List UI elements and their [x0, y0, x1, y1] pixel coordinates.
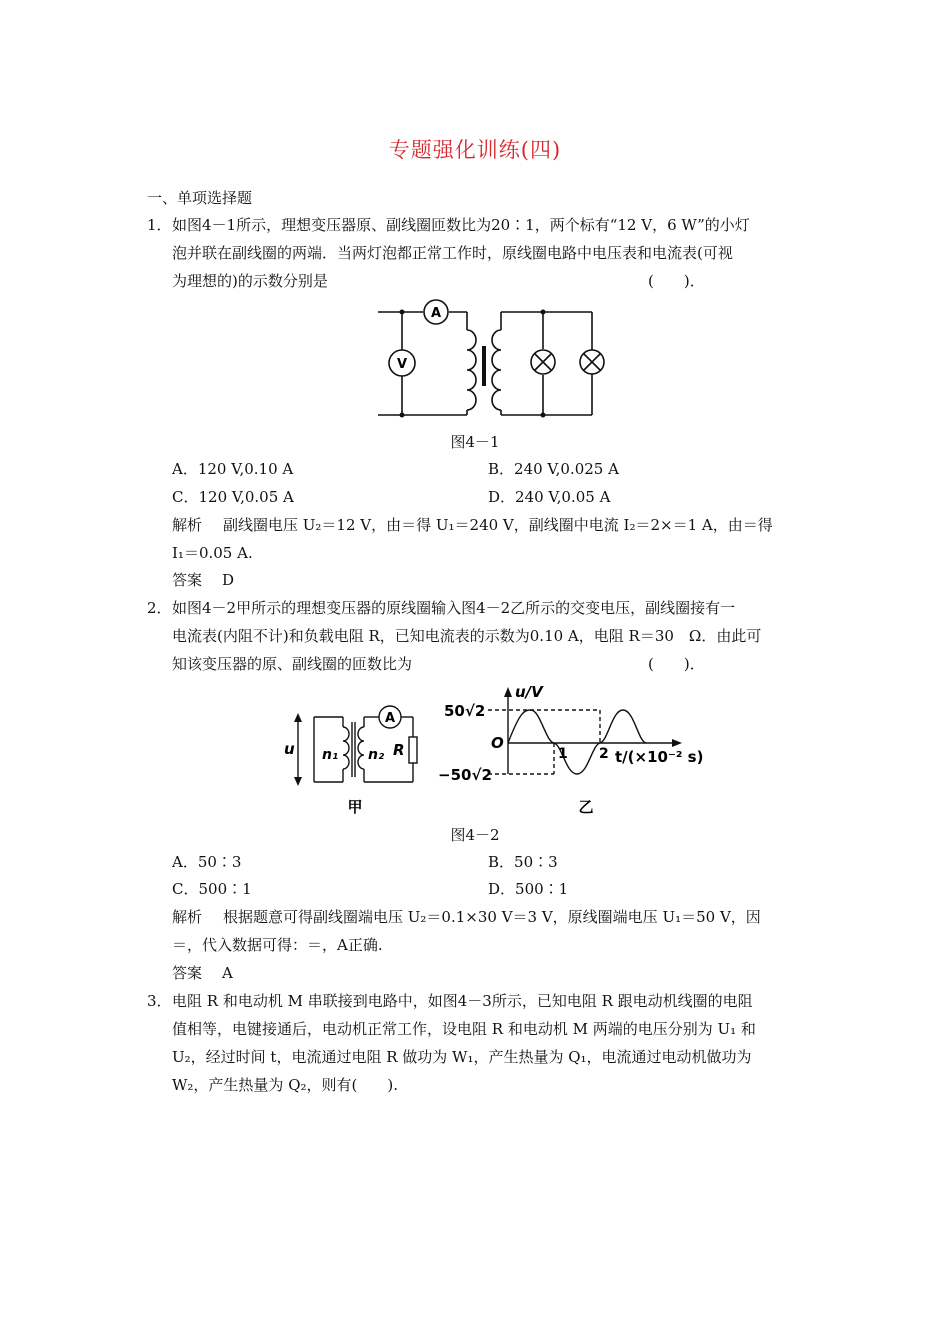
fig2-n2-label: n₂: [368, 747, 385, 763]
q3-stem-line1: 电阻 R 和电动机 M 串联接到电路中，如图4－3所示，已知电阻 R 跟电动机线圈的电阻: [172, 992, 753, 1010]
fig2-left-label: 甲: [347, 798, 363, 816]
section-heading: 一、单项选择题: [147, 189, 253, 207]
voltmeter-label: V: [396, 357, 408, 372]
q1-option-b[interactable]: B．240 V,0.025 A: [488, 460, 619, 478]
q2-analysis-label: 解析: [172, 908, 203, 926]
graph-tick-2: 2: [599, 746, 609, 762]
q1-option-c[interactable]: C．120 V,0.05 A: [172, 488, 294, 506]
q1-analysis-line2: I₁＝0.05 A.: [172, 544, 253, 562]
fig2-n1-label: n₁: [322, 747, 339, 763]
graph-tick-1: 1: [558, 746, 568, 762]
q2-analysis-line2: ＝，代入数据可得：＝，A正确.: [172, 936, 383, 954]
fig2-u-label: u: [284, 740, 295, 758]
fig2-R-label: R: [393, 741, 405, 759]
q1-option-d[interactable]: D．240 V,0.05 A: [488, 488, 611, 506]
q1-answer: D: [222, 571, 235, 589]
fig2-ammeter-label: A: [384, 711, 396, 726]
q2-analysis-line1: 根据题意可得副线圈端电压 U₂＝0.1×30 V＝3 V，原线圈端电压 U₁＝50 V，因: [223, 908, 761, 926]
graph-ylabel: u/V: [515, 683, 543, 701]
q2-stem-line1: 如图4－2甲所示的理想变压器的原线圈输入图4－2乙所示的交变电压，副线圈接有一: [172, 599, 736, 617]
q3-stem-line4: W₂，产生热量为 Q₂，则有( ).: [172, 1076, 398, 1094]
q1-answer-blank: ( )．: [648, 272, 705, 290]
q2-stem-line3: 知该变压器的原、副线圈的匝数比为: [172, 655, 413, 673]
q1-answer-label: 答案: [172, 571, 203, 589]
q1-analysis-line1: 副线圈电压 U₂＝12 V，由＝得 U₁＝240 V，副线圈中电流 I₂＝2×＝1 A，由＝得: [223, 516, 773, 534]
q1-number: 1．: [147, 216, 172, 234]
q2-answer: A: [222, 964, 233, 982]
q1-stem-line3: 为理想的)的示数分别是: [172, 272, 328, 290]
q1-stem-line2: 泡并联在副线圈的两端．当两灯泡都正常工作时，原线圈电路中电压表和电流表(可视: [172, 244, 733, 262]
q1-option-a[interactable]: A．120 V,0.10 A: [172, 460, 294, 478]
q2-option-b[interactable]: B．50∶3: [488, 853, 558, 871]
q3-stem-line2: 值相等，电键接通后，电动机正常工作，设电阻 R 和电动机 M 两端的电压分别为 U₁ 和: [172, 1020, 756, 1038]
q2-option-a[interactable]: A．50∶3: [172, 853, 242, 871]
q2-option-c[interactable]: C．500∶1: [172, 880, 252, 898]
q2-answer-blank: ( )．: [648, 655, 705, 673]
graph-origin-label: O: [491, 734, 504, 752]
figure-4-2-caption: 图4－2: [450, 826, 500, 844]
q2-answer-label: 答案: [172, 964, 203, 982]
q3-stem-line3: U₂，经过时间 t，电流通过电阻 R 做功为 W₁，产生热量为 Q₁，电流通过电动机做功为: [172, 1048, 752, 1066]
q3-number: 3．: [147, 992, 172, 1010]
ammeter-label: A: [430, 306, 442, 321]
fig2-right-label: 乙: [578, 798, 594, 816]
graph-xlabel: t/(×10⁻² s): [615, 748, 704, 766]
q2-number: 2．: [147, 599, 172, 617]
q1-stem-line1: 如图4－1所示，理想变压器原、副线圈匝数比为20∶1，两个标有“12 V，6 W”的小灯: [172, 216, 750, 234]
graph-ymax-label: 50√2: [444, 702, 486, 720]
q1-analysis-label: 解析: [172, 516, 203, 534]
q2-option-d[interactable]: D．500∶1: [488, 880, 569, 898]
q2-stem-line2: 电流表(内阻不计)和负载电阻 R，已知电流表的示数为0.10 A，电阻 R＝30 Ω．由此可: [172, 627, 762, 645]
figure-4-1-caption: 图4－1: [450, 433, 500, 451]
graph-ymin-label: −50√2: [438, 766, 492, 784]
page-title: 专题强化训练(四): [388, 138, 562, 162]
